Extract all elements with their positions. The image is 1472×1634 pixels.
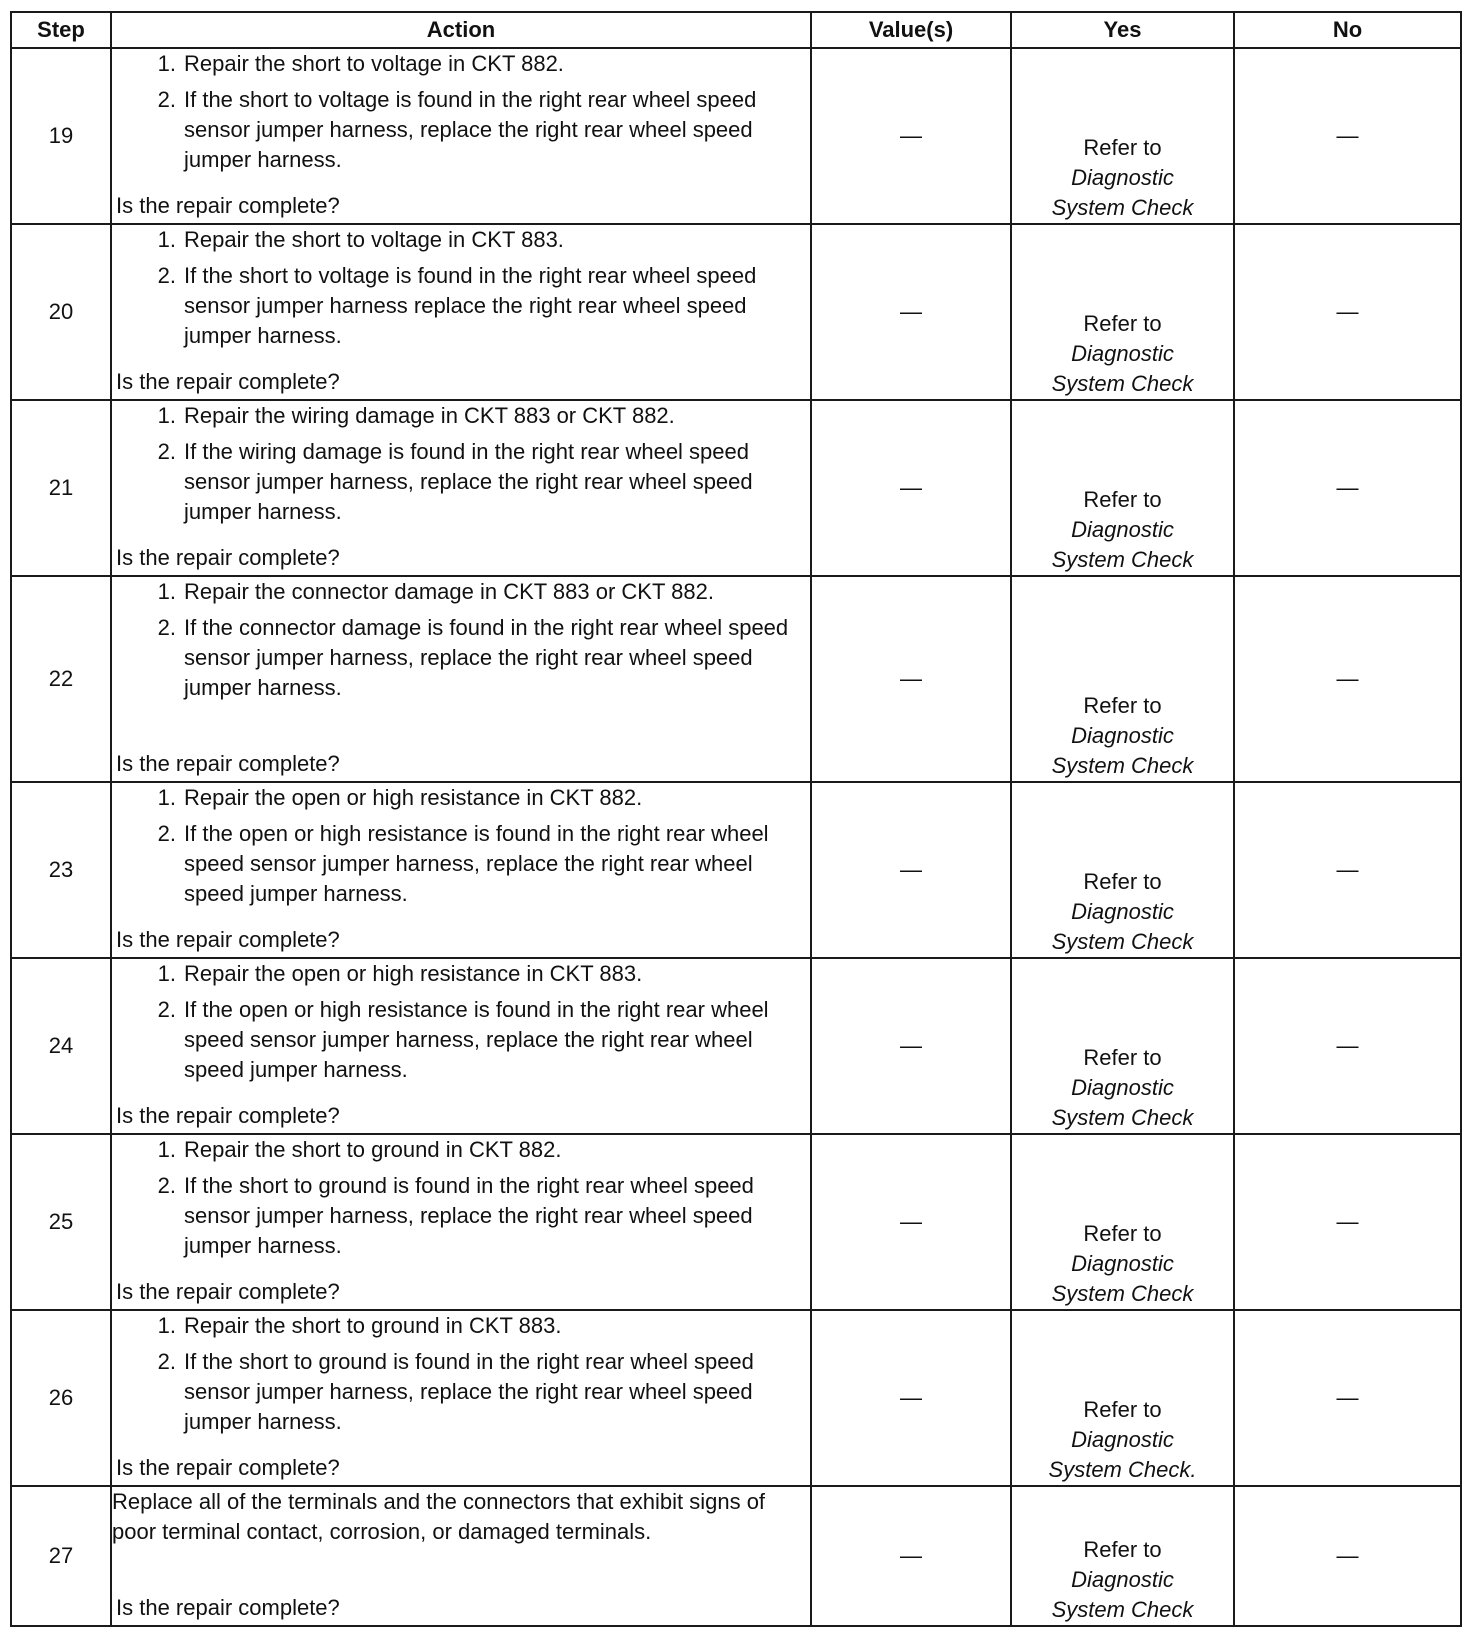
action-item: 1. Repair the short to voltage in CKT 883.: [112, 225, 810, 255]
action-item: 1. Repair the short to ground in CKT 882.: [112, 1135, 810, 1165]
yes-cell: [1011, 576, 1234, 782]
header-row: [11, 12, 1461, 48]
action-question: Is the repair complete?: [116, 927, 340, 952]
yes-cell: [1011, 1134, 1234, 1310]
table-row: [11, 782, 1461, 958]
value-cell: —: [811, 1310, 1011, 1486]
step-number: 26: [11, 1310, 111, 1486]
no-cell: —: [1234, 1486, 1461, 1626]
value-cell: —: [811, 224, 1011, 400]
value-cell: —: [811, 400, 1011, 576]
yes-link-system-check[interactable]: System Check.: [1048, 1457, 1197, 1482]
yes-link-system-check[interactable]: System Check: [1051, 753, 1194, 778]
action-item-text: If the short to ground is found in the right rear wheel speed sensor jumper harness, replace the right rear wheel speed jumper harness.: [184, 1349, 754, 1434]
step-number: 27: [11, 1486, 111, 1626]
step-number: 19: [11, 48, 111, 224]
header-values: Value(s): [811, 12, 1011, 48]
no-cell: —: [1234, 782, 1461, 958]
table-row: [11, 958, 1461, 1134]
action-cell: [111, 48, 811, 224]
action-item-text: If the open or high resistance is found in the right rear wheel speed sensor jumper harness, replace the right rear wheel speed jumper harness.: [184, 821, 769, 906]
action-cell: [111, 1486, 811, 1626]
action-item: 1. Repair the short to voltage in CKT 882.: [112, 49, 810, 79]
action-cell: [111, 1310, 811, 1486]
table-row: [11, 400, 1461, 576]
action-question: Is the repair complete?: [116, 369, 340, 394]
step-number: 21: [11, 400, 111, 576]
yes-link-diagnostic[interactable]: Diagnostic: [1071, 723, 1174, 748]
diagnostic-table: [10, 11, 1462, 1627]
action-cell: [111, 958, 811, 1134]
yes-cell: [1011, 1486, 1234, 1626]
no-cell: —: [1234, 48, 1461, 224]
step-number: 22: [11, 576, 111, 782]
action-item-text: If the short to voltage is found in the right rear wheel speed sensor jumper harness replace the right rear wheel speed jumper harness.: [184, 263, 757, 348]
action-item: 2. If the open or high resistance is found in the right rear wheel speed sensor jumper harness, replace the right rear wheel speed jumper harness.: [112, 995, 810, 1085]
step-number: 24: [11, 958, 111, 1134]
yes-refer: Refer to: [1083, 1537, 1162, 1562]
no-cell: —: [1234, 400, 1461, 576]
value-cell: —: [811, 48, 1011, 224]
action-item-text: If the open or high resistance is found in the right rear wheel speed sensor jumper harness, replace the right rear wheel speed jumper harness.: [184, 997, 769, 1082]
step-number: 20: [11, 224, 111, 400]
no-cell: —: [1234, 1310, 1461, 1486]
action-item-text: If the connector damage is found in the right rear wheel speed sensor jumper harness, replace the right rear wheel speed jumper harness.: [184, 615, 789, 700]
header-action: Action: [111, 12, 811, 48]
action-item: 2. If the short to ground is found in the right rear wheel speed sensor jumper harness, replace the right rear wheel speed jumper harness.: [112, 1171, 810, 1261]
action-question: Is the repair complete?: [116, 1279, 340, 1304]
yes-link-system-check[interactable]: System Check: [1051, 1281, 1194, 1306]
action-question: Is the repair complete?: [116, 193, 340, 218]
action-item: 1. Repair the connector damage in CKT 883 or CKT 882.: [112, 577, 810, 607]
action-item-text: Repair the open or high resistance in CKT 882.: [184, 785, 643, 810]
yes-refer: Refer to: [1083, 869, 1162, 894]
yes-link-system-check[interactable]: System Check: [1051, 371, 1194, 396]
action-item-text: If the short to ground is found in the right rear wheel speed sensor jumper harness, replace the right rear wheel speed jumper harness.: [184, 1173, 754, 1258]
action-cell: [111, 1134, 811, 1310]
action-question: Is the repair complete?: [116, 1595, 340, 1620]
yes-link-diagnostic[interactable]: Diagnostic: [1071, 165, 1174, 190]
yes-link-system-check[interactable]: System Check: [1051, 547, 1194, 572]
yes-cell: [1011, 1310, 1234, 1486]
action-item: 2. If the connector damage is found in the right rear wheel speed sensor jumper harness, replace the right rear wheel speed jumper harness.: [112, 613, 810, 703]
yes-link-diagnostic[interactable]: Diagnostic: [1071, 1075, 1174, 1100]
yes-cell: [1011, 782, 1234, 958]
action-item-text: Repair the short to ground in CKT 882.: [184, 1137, 562, 1162]
header-yes: Yes: [1011, 12, 1234, 48]
yes-link-diagnostic[interactable]: Diagnostic: [1071, 1567, 1174, 1592]
action-item: 2. If the short to ground is found in the right rear wheel speed sensor jumper harness, replace the right rear wheel speed jumper harness.: [112, 1347, 810, 1437]
action-item: 1. Repair the wiring damage in CKT 883 or CKT 882.: [112, 401, 810, 431]
yes-link-system-check[interactable]: System Check: [1051, 195, 1194, 220]
value-cell: —: [811, 958, 1011, 1134]
action-question: Is the repair complete?: [116, 545, 340, 570]
step-number: 23: [11, 782, 111, 958]
action-item-text: If the short to voltage is found in the right rear wheel speed sensor jumper harness, replace the right rear wheel speed jumper harness.: [184, 87, 757, 172]
yes-link-diagnostic[interactable]: Diagnostic: [1071, 341, 1174, 366]
yes-cell: [1011, 224, 1234, 400]
action-text: Replace all of the terminals and the connectors that exhibit signs of poor terminal contact, corrosion, or damaged terminals.: [112, 1489, 766, 1544]
yes-refer: Refer to: [1083, 487, 1162, 512]
yes-refer: Refer to: [1083, 135, 1162, 160]
table-row: [11, 1134, 1461, 1310]
action-question: Is the repair complete?: [116, 751, 340, 776]
table-row: [11, 1486, 1461, 1626]
yes-refer: Refer to: [1083, 1045, 1162, 1070]
yes-cell: [1011, 958, 1234, 1134]
action-cell: [111, 782, 811, 958]
action-item-text: Repair the short to voltage in CKT 883.: [184, 227, 564, 252]
action-item: 2. If the wiring damage is found in the right rear wheel speed sensor jumper harness, replace the right rear wheel speed jumper harness.: [112, 437, 810, 527]
action-item-text: Repair the open or high resistance in CKT 883.: [184, 961, 643, 986]
value-cell: —: [811, 1134, 1011, 1310]
value-cell: —: [811, 782, 1011, 958]
yes-link-diagnostic[interactable]: Diagnostic: [1071, 899, 1174, 924]
yes-refer: Refer to: [1083, 1221, 1162, 1246]
yes-link-system-check[interactable]: System Check: [1051, 1597, 1194, 1622]
action-item: 2. If the open or high resistance is found in the right rear wheel speed sensor jumper harness, replace the right rear wheel speed jumper harness.: [112, 819, 810, 909]
value-cell: —: [811, 576, 1011, 782]
yes-link-system-check[interactable]: System Check: [1051, 1105, 1194, 1130]
no-cell: —: [1234, 576, 1461, 782]
header-step: Step: [11, 12, 111, 48]
table-row: [11, 1310, 1461, 1486]
yes-link-diagnostic[interactable]: Diagnostic: [1071, 1251, 1174, 1276]
action-item-text: Repair the connector damage in CKT 883 or CKT 882.: [184, 579, 714, 604]
table-row: [11, 224, 1461, 400]
action-item-text: Repair the wiring damage in CKT 883 or CKT 882.: [184, 403, 675, 428]
table-row: [11, 48, 1461, 224]
action-item-text: Repair the short to voltage in CKT 882.: [184, 51, 564, 76]
yes-refer: Refer to: [1083, 693, 1162, 718]
action-item: 1. Repair the short to ground in CKT 883.: [112, 1311, 810, 1341]
no-cell: —: [1234, 958, 1461, 1134]
no-cell: —: [1234, 1134, 1461, 1310]
no-cell: —: [1234, 224, 1461, 400]
action-item: 2. If the short to voltage is found in the right rear wheel speed sensor jumper harness replace the right rear wheel speed jumper harness.: [112, 261, 810, 351]
action-item: 1. Repair the open or high resistance in CKT 882.: [112, 783, 810, 813]
action-item: 2. If the short to voltage is found in the right rear wheel speed sensor jumper harness, replace the right rear wheel speed jumper harness.: [112, 85, 810, 175]
yes-refer: Refer to: [1083, 311, 1162, 336]
action-question: Is the repair complete?: [116, 1455, 340, 1480]
action-cell: [111, 400, 811, 576]
yes-link-diagnostic[interactable]: Diagnostic: [1071, 517, 1174, 542]
step-number: 25: [11, 1134, 111, 1310]
table-row: [11, 576, 1461, 782]
action-cell: [111, 224, 811, 400]
yes-link-system-check[interactable]: System Check: [1051, 929, 1194, 954]
value-cell: —: [811, 1486, 1011, 1626]
yes-cell: [1011, 400, 1234, 576]
yes-cell: [1011, 48, 1234, 224]
action-item: 1. Repair the open or high resistance in CKT 883.: [112, 959, 810, 989]
action-item-text: If the wiring damage is found in the right rear wheel speed sensor jumper harness, replace the right rear wheel speed jumper harness.: [184, 439, 753, 524]
action-cell: [111, 576, 811, 782]
yes-refer: Refer to: [1083, 1397, 1162, 1422]
action-question: Is the repair complete?: [116, 1103, 340, 1128]
yes-link-diagnostic[interactable]: Diagnostic: [1071, 1427, 1174, 1452]
header-no: No: [1234, 12, 1461, 48]
action-item-text: Repair the short to ground in CKT 883.: [184, 1313, 562, 1338]
